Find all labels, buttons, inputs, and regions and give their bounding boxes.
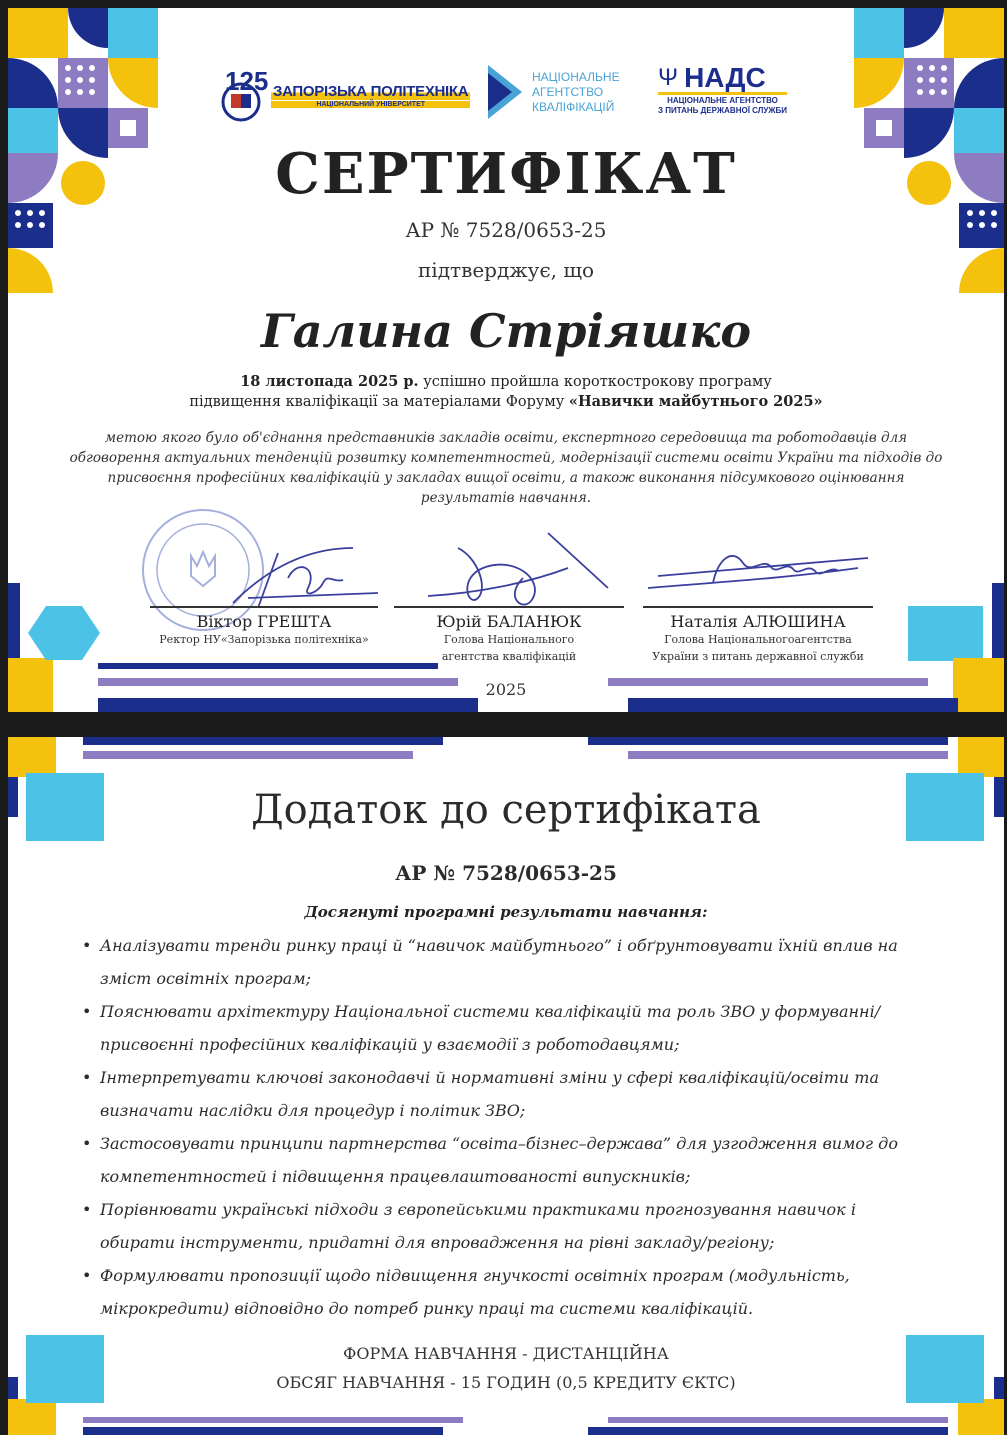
signatory-position: агентства кваліфікацій (441, 650, 577, 663)
nak-line3: КВАЛІФІКАЦІЙ (532, 99, 615, 114)
appendix-title: Додаток до сертифіката (251, 787, 761, 833)
nak-line2: АГЕНТСТВО (532, 84, 604, 99)
program-line: підвищення кваліфікації за матеріалами Форуму (189, 394, 569, 410)
list-item: • Пояснювати архітектуру Національної системи кваліфікацій та роль ЗВО у формуванні/ присвоєнні професійних кваліфікацій у взаємодії з роботодавцями; (100, 995, 930, 1061)
anniversary-number: 125 (225, 66, 269, 96)
university-logo (211, 66, 470, 124)
completion-text: успішно пройшла короткострокову програму (418, 374, 772, 390)
signature-balaniuk (428, 533, 608, 605)
completion-date: 18 листопада 2025 р. (240, 373, 419, 390)
signatory-name: Віктор ГРЕШТА (196, 612, 332, 631)
appendix-page (8, 737, 1004, 1435)
study-volume: ОБСЯГ НАВЧАННЯ - 15 ГОДИН (0,5 КРЕДИТУ ЄКТС) (276, 1373, 736, 1392)
certificate-year: 2025 (485, 680, 527, 699)
completion-paragraph (8, 372, 1004, 412)
list-item: • Інтерпретувати ключові законодавчі й нормативні зміни у сфері кваліфікацій/освіти та визначати наслідки для процедур і політик ЗВО; (100, 1061, 930, 1127)
signature-aliushina (648, 556, 868, 588)
list-item: • Формулювати пропозиції щодо підвищення гнучкості освітніх програм (модульність, мікрокредити) відповідно до потреб ринку праці та системи кваліфікацій. (100, 1259, 930, 1325)
list-item: • Порівнювати українські підходи з європейськими практиками прогнозування навичок і обирати інструменти, придатні для впровадження на рівні закладу/регіону; (100, 1193, 930, 1259)
purpose-paragraph: метою якого було об'єднання представників закладів освіти, експертного середовища та роботодавців для обговорення актуальних тенденцій розвитку компетентностей, модернізації системи освіти України та підходів до присвоєння професійних кваліфікацій у закладах вищої освіти, а також виконання підсумкового оцінювання результатів навчання. (69, 430, 943, 506)
signatory-position: Голова Національногоагентства (664, 633, 852, 646)
nads-logo (658, 64, 787, 116)
nak-line1: НАЦІОНАЛЬНЕ (532, 69, 620, 84)
certificate-number: АР № 7528/0653-25 (405, 218, 607, 242)
appendix-number: АР № 7528/0653-25 (395, 861, 617, 885)
outcomes-list (100, 929, 930, 1325)
recipient-name: Галина Стріяшко (260, 304, 752, 358)
outcomes-heading: Досягнуті програмні результати навчання: (304, 903, 708, 921)
list-item: • Аналізувати тренди ринку праці й “навичок майбутнього” і обґрунтовувати їхній вплив на зміст освітніх програм; (100, 929, 930, 995)
confirms-text: підтверджує, що (417, 258, 595, 282)
study-form: ФОРМА НАВЧАННЯ - ДИСТАНЦІЙНА (343, 1344, 669, 1363)
certificate-page (8, 8, 1004, 712)
signatory-name: Юрій БАЛАНЮК (436, 612, 582, 631)
university-name: ЗАПОРІЗЬКА ПОЛІТЕХНІКА (273, 82, 469, 100)
signatory-balaniuk (394, 606, 624, 665)
forum-name: «Навички майбутнього 2025» (568, 393, 823, 410)
list-item: • Застосовувати принципи партнерства “освіта–бізнес–держава” для узгодження вимог до компетентностей і підвищення працевлаштованості випускників; (100, 1127, 930, 1193)
nak-chevron-icon (486, 63, 524, 121)
certificate-title: СЕРТИФІКАТ (275, 141, 737, 207)
nads-name: НАДС (684, 62, 766, 93)
nak-logo (486, 63, 620, 121)
signatory-greshta (150, 606, 378, 648)
signatory-position: Голова Національного (443, 633, 575, 646)
signatory-position: України з питань державної служби (652, 650, 864, 663)
nads-sub1: НАЦІОНАЛЬНЕ АГЕНТСТВО (667, 96, 778, 105)
university-subtitle: НАЦІОНАЛЬНИЙ УНІВЕРСИТЕТ (271, 101, 470, 108)
signatory-name: Наталія АЛЮШИНА (670, 612, 846, 631)
nads-sub2: З ПИТАНЬ ДЕРЖАВНОЇ СЛУЖБИ (658, 106, 788, 115)
trident-icon: Ψ (658, 64, 679, 91)
signatory-aliushina (643, 606, 873, 665)
signatory-position: Ректор НУ«Запорізька політехніка» (159, 633, 369, 646)
